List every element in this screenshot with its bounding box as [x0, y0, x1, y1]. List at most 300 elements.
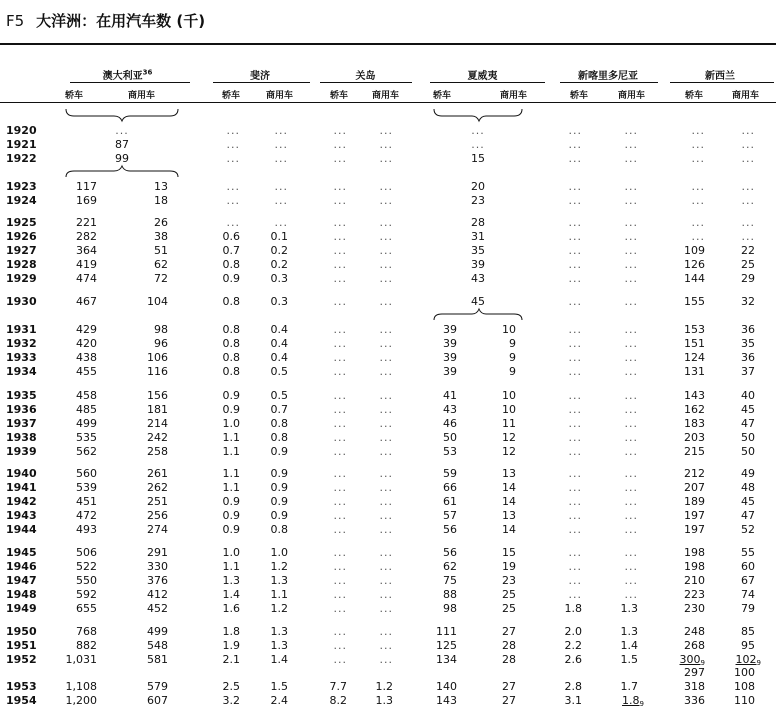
- cell-gu-c: ...: [379, 230, 393, 243]
- cell-nc-p: 2.6: [564, 653, 582, 666]
- cell-nz-c: 25: [741, 258, 755, 271]
- cell-fj-p: 2.5: [222, 680, 240, 693]
- cell-nz-c: 47: [741, 509, 755, 522]
- cell-nc-p: ...: [568, 445, 582, 458]
- cell-nc-p: ...: [568, 323, 582, 336]
- subheader-au-passenger: 轿车: [65, 91, 84, 101]
- cell-gu-p: ...: [333, 523, 347, 536]
- cell-gu-c: ...: [379, 323, 393, 336]
- cell-fj-c: 0.3: [270, 295, 288, 308]
- cell-nz-p: 248: [684, 625, 705, 638]
- subheader-nz-passenger: 轿车: [685, 91, 704, 101]
- cell-fj-c: 1.2: [270, 602, 288, 615]
- cell-nc-c: ...: [624, 389, 638, 402]
- cell-fj-p: 1.1: [222, 560, 240, 573]
- row-year: 1944: [6, 523, 37, 536]
- cell-hw-span: 15: [471, 152, 485, 165]
- cell-nz-c: 45: [741, 495, 755, 508]
- cell-hw-c: 14: [502, 481, 516, 494]
- cell-au-c: 106: [147, 351, 168, 364]
- row-year: 1952: [6, 653, 37, 666]
- cell-nz-p: 336: [684, 694, 705, 707]
- cell-nc-c: ...: [624, 258, 638, 271]
- cell-au-p: 169: [76, 194, 97, 207]
- cell-nc-p: ...: [568, 403, 582, 416]
- row-year: 1945: [6, 546, 37, 559]
- cell-gu-p: ...: [333, 509, 347, 522]
- cell-hw-c: 12: [502, 445, 516, 458]
- cell-au-c: 548: [147, 639, 168, 652]
- cell-nz-c: 110: [734, 694, 755, 707]
- cell-nz-p: 212: [684, 467, 705, 480]
- cell-gu-c: ...: [379, 509, 393, 522]
- cell-au-p: 506: [76, 546, 97, 559]
- cell-au-p: 550: [76, 574, 97, 587]
- cell-nc-p: ...: [568, 351, 582, 364]
- cell-fj-p: ...: [226, 180, 240, 193]
- cell-au-p: 429: [76, 323, 97, 336]
- cell-nc-p: 2.8: [564, 680, 582, 693]
- cell-nz-p: 203: [684, 431, 705, 444]
- cell-hw-p: 39: [443, 337, 457, 350]
- cell-nc-c: ...: [624, 365, 638, 378]
- cell-hw-p: 39: [443, 365, 457, 378]
- cell-nz-p: 151: [684, 337, 705, 350]
- cell-nz-c: ...: [741, 152, 755, 165]
- cell-nc-c: ...: [624, 295, 638, 308]
- cell-au-span: ...: [115, 124, 129, 137]
- cell-gu-c: ...: [379, 417, 393, 430]
- cell-fj-p: ...: [226, 194, 240, 207]
- cell-fj-c: 1.3: [270, 574, 288, 587]
- cell-nz-c: 40: [741, 389, 755, 402]
- cell-nc-c: 1.3: [620, 625, 638, 638]
- cell-hw-c: 14: [502, 523, 516, 536]
- cell-hw-span: 20: [471, 180, 485, 193]
- cell-fj-c: 2.4: [270, 694, 288, 707]
- cell-gu-c: ...: [379, 602, 393, 615]
- cell-hw-span: ...: [471, 138, 485, 151]
- cell-nz-c: 79: [741, 602, 755, 615]
- cell-gu-p: ...: [333, 124, 347, 137]
- cell-nz-c: 36: [741, 351, 755, 364]
- cell-gu-p: ...: [333, 258, 347, 271]
- cell-nz-p: 131: [684, 365, 705, 378]
- cell-nz-c: 36: [741, 323, 755, 336]
- cell-nc-c: ...: [624, 351, 638, 364]
- footnote-marker: 9: [700, 659, 705, 667]
- header-fiji: 斐济: [250, 71, 270, 82]
- cell-au-p: 882: [76, 639, 97, 652]
- cell-au-p: 768: [76, 625, 97, 638]
- cell-nz-c: 32: [741, 295, 755, 308]
- cell-hw-span: 28: [471, 216, 485, 229]
- cell-au-c: 62: [154, 258, 168, 271]
- cell-au-c: 18: [154, 194, 168, 207]
- cell-hw-c: 12: [502, 431, 516, 444]
- cell-hw-c: 14: [502, 495, 516, 508]
- cell-au-c: 412: [147, 588, 168, 601]
- subheader-fj-commercial: 商用车: [266, 91, 294, 101]
- cell-fj-c: ...: [274, 180, 288, 193]
- header-australia: 澳大利亚$^{36}$: [102, 68, 153, 82]
- cell-fj-c: ...: [274, 152, 288, 165]
- cell-au-c: 262: [147, 481, 168, 494]
- cell-fj-p: ...: [226, 152, 240, 165]
- cell-gu-c: ...: [379, 295, 393, 308]
- cell-fj-p: ...: [226, 216, 240, 229]
- row-year: 1947: [6, 574, 37, 587]
- cell-fj-p: 0.8: [222, 258, 240, 271]
- cell-nc-p: ...: [568, 560, 582, 573]
- cell-nc-p: 3.1: [564, 694, 582, 707]
- cell-au-c: 156: [147, 389, 168, 402]
- cell-gu-c: ...: [379, 124, 393, 137]
- row-year: 1931: [6, 323, 37, 336]
- cell-au-c: 72: [154, 272, 168, 285]
- cell-fj-p: ...: [226, 124, 240, 137]
- cell-au-p: 458: [76, 389, 97, 402]
- cell-gu-p: ...: [333, 639, 347, 652]
- cell-hw-p: 140: [436, 680, 457, 693]
- cell-nz-p: ...: [691, 230, 705, 243]
- cell-fj-c: 0.9: [270, 467, 288, 480]
- cell-gu-p: ...: [333, 138, 347, 151]
- row-year: 1951: [6, 639, 37, 652]
- cell-nc-p: ...: [568, 216, 582, 229]
- cell-gu-c: ...: [379, 258, 393, 271]
- cell-nz-p: 215: [684, 445, 705, 458]
- cell-fj-p: 0.8: [222, 337, 240, 350]
- cell-fj-p: 1.0: [222, 417, 240, 430]
- cell-au-p: 117: [76, 180, 97, 193]
- cell-nc-p: ...: [568, 481, 582, 494]
- cell-fj-p: 1.9: [222, 639, 240, 652]
- cell-gu-c: ...: [379, 403, 393, 416]
- cell-nc-p: ...: [568, 194, 582, 207]
- cell-nz-p: ...: [691, 194, 705, 207]
- cell-fj-p: 1.4: [222, 588, 240, 601]
- nz-passenger-value: 300: [679, 653, 701, 666]
- cell-gu-p: ...: [333, 365, 347, 378]
- cell-gu-p: ...: [333, 389, 347, 402]
- cell-au-c: 181: [147, 403, 168, 416]
- cell-gu-c: ...: [379, 560, 393, 573]
- cell-gu-c: ...: [379, 337, 393, 350]
- cell-au-c: 116: [147, 365, 168, 378]
- cell-fj-p: ...: [226, 138, 240, 151]
- cell-nc-c: 1.3: [620, 602, 638, 615]
- cell-nz-p: 210: [684, 574, 705, 587]
- cell-nz-c: 55: [741, 546, 755, 559]
- cell-gu-p: ...: [333, 495, 347, 508]
- cell-gu-p: ...: [333, 431, 347, 444]
- cell-nz-c: 29: [741, 272, 755, 285]
- cell-nz-c: 37: [741, 365, 755, 378]
- cell-nc-p: ...: [568, 389, 582, 402]
- cell-au-c: 242: [147, 431, 168, 444]
- cell-gu-p: ...: [333, 180, 347, 193]
- cell-hw-span: 23: [471, 194, 485, 207]
- cell-au-c: 51: [154, 244, 168, 257]
- cell-fj-p: 1.8: [222, 625, 240, 638]
- cell-nc-c: ...: [624, 403, 638, 416]
- cell-hw-p: 41: [443, 389, 457, 402]
- cell-au-span: 87: [115, 138, 129, 151]
- cell-au-p: 467: [76, 295, 97, 308]
- row-year: 1924: [6, 194, 37, 207]
- cell-nz-c: 74: [741, 588, 755, 601]
- cell-gu-c: 1.3: [375, 694, 393, 707]
- cell-gu-p: ...: [333, 588, 347, 601]
- footnote-marker: 9: [756, 659, 761, 667]
- cell-nc-p: ...: [568, 431, 582, 444]
- cell-nc-c: ...: [624, 574, 638, 587]
- cell-nz-c: 95: [741, 639, 755, 652]
- cell-nc-p: ...: [568, 180, 582, 193]
- cell-nc-p: ...: [568, 467, 582, 480]
- cell-nc-p: ...: [568, 523, 582, 536]
- row-year: 1923: [6, 180, 37, 193]
- cell-nc-p: ...: [568, 272, 582, 285]
- cell-au-c: 499: [147, 625, 168, 638]
- cell-nc-c: [584, 694, 644, 708]
- cell-hw-p: 39: [443, 351, 457, 364]
- row-year: 1954: [6, 694, 37, 707]
- cell-gu-p: ...: [333, 546, 347, 559]
- cell-gu-p: ...: [333, 445, 347, 458]
- cell-hw-c: 13: [502, 467, 516, 480]
- cell-nz-p: 230: [684, 602, 705, 615]
- cell-fj-p: 0.8: [222, 295, 240, 308]
- cell-nz-p: 162: [684, 403, 705, 416]
- cell-hw-c: 27: [502, 625, 516, 638]
- cell-hw-c: 10: [502, 389, 516, 402]
- cell-hw-c: 13: [502, 509, 516, 522]
- row-year: 1948: [6, 588, 37, 601]
- row-year: 1941: [6, 481, 37, 494]
- cell-nc-c: ...: [624, 560, 638, 573]
- row-year: 1939: [6, 445, 37, 458]
- cell-fj-c: 0.5: [270, 389, 288, 402]
- cell-fj-c: 0.7: [270, 403, 288, 416]
- cell-gu-c: ...: [379, 588, 393, 601]
- cell-hw-c: 23: [502, 574, 516, 587]
- cell-nz-c: ...: [741, 124, 755, 137]
- row-year: 1932: [6, 337, 37, 350]
- cell-nz-c: 85: [741, 625, 755, 638]
- cell-fj-c: 0.1: [270, 230, 288, 243]
- cell-fj-c: 0.9: [270, 509, 288, 522]
- cell-au-p: 592: [76, 588, 97, 601]
- row-year: 1936: [6, 403, 37, 416]
- cell-nz-p: 197: [684, 523, 705, 536]
- row-year: 1937: [6, 417, 37, 430]
- cell-au-p: 493: [76, 523, 97, 536]
- cell-gu-p: ...: [333, 574, 347, 587]
- cell-nc-c: ...: [624, 495, 638, 508]
- cell-nc-c: 1.4: [620, 639, 638, 652]
- table-title: 大洋洲：在用汽车数 (千): [36, 12, 206, 30]
- row-year: 1953: [6, 680, 37, 693]
- cell-nz-c: ...: [741, 180, 755, 193]
- cell-au-p: 438: [76, 351, 97, 364]
- cell-au-p: 562: [76, 445, 97, 458]
- row-year: 1943: [6, 509, 37, 522]
- subheader-gu-commercial: 商用车: [372, 91, 400, 101]
- cell-fj-c: 0.2: [270, 258, 288, 271]
- cell-nz-p: ...: [691, 124, 705, 137]
- cell-hw-span: 43: [471, 272, 485, 285]
- cell-fj-c: ...: [274, 194, 288, 207]
- cell-nz-p: 126: [684, 258, 705, 271]
- cell-fj-p: 0.8: [222, 351, 240, 364]
- cell-au-p: 419: [76, 258, 97, 271]
- cell-hw-c: 28: [502, 653, 516, 666]
- cell-nc-p: ...: [568, 365, 582, 378]
- cell-nc-c: ...: [624, 467, 638, 480]
- cell-nz-p: 153: [684, 323, 705, 336]
- cell-au-p: 485: [76, 403, 97, 416]
- cell-au-p: 1,108: [65, 680, 97, 693]
- row-year: 1935: [6, 389, 37, 402]
- cell-au-p: 221: [76, 216, 97, 229]
- cell-nz-p: [645, 653, 705, 667]
- cell-au-c: 376: [147, 574, 168, 587]
- cell-au-span: 99: [115, 152, 129, 165]
- cell-gu-p: ...: [333, 337, 347, 350]
- header-new-caledonia: 新喀里多尼亚: [578, 71, 638, 82]
- cell-au-c: 581: [147, 653, 168, 666]
- cell-hw-p: 143: [436, 694, 457, 707]
- cell-nc-c: ...: [624, 588, 638, 601]
- cell-fj-p: 0.9: [222, 495, 240, 508]
- cell-fj-p: 0.8: [222, 323, 240, 336]
- cell-fj-c: ...: [274, 138, 288, 151]
- cell-nc-c: ...: [624, 481, 638, 494]
- cell-fj-p: 1.3: [222, 574, 240, 587]
- cell-hw-p: 111: [436, 625, 457, 638]
- row-year: 1930: [6, 295, 37, 308]
- cell-nz-p: ...: [691, 216, 705, 229]
- cell-fj-p: 1.0: [222, 546, 240, 559]
- cell-nz-c: 50: [741, 445, 755, 458]
- cell-hw-c: 27: [502, 694, 516, 707]
- cell-nz-c: 47: [741, 417, 755, 430]
- cell-gu-c: ...: [379, 389, 393, 402]
- row-year: 1920: [6, 124, 37, 137]
- cell-au-c: 38: [154, 230, 168, 243]
- cell-nc-p: 2.2: [564, 639, 582, 652]
- row-year: 1942: [6, 495, 37, 508]
- row-year: 1949: [6, 602, 37, 615]
- cell-au-c: 291: [147, 546, 168, 559]
- cell-nz-p: 183: [684, 417, 705, 430]
- cell-fj-c: 1.5: [270, 680, 288, 693]
- cell-gu-c: ...: [379, 152, 393, 165]
- cell-nz-c: [701, 653, 761, 667]
- cell-au-c: 98: [154, 323, 168, 336]
- cell-nz-p: 109: [684, 244, 705, 257]
- cell-nz-p: 268: [684, 639, 705, 652]
- cell-nc-p: ...: [568, 417, 582, 430]
- row-year: 1921: [6, 138, 37, 151]
- cell-gu-p: ...: [333, 244, 347, 257]
- cell-nz-p: 198: [684, 560, 705, 573]
- cell-hw-c: 25: [502, 602, 516, 615]
- cell-gu-p: 7.7: [329, 680, 347, 693]
- cell-nz-p: 223: [684, 588, 705, 601]
- brace-hawaii-top: [434, 309, 522, 320]
- cell-fj-c: ...: [274, 216, 288, 229]
- cell-au-c: 26: [154, 216, 168, 229]
- cell-hw-p: 75: [443, 574, 457, 587]
- nz-commercial-value: 102: [735, 653, 757, 666]
- row-year: 1933: [6, 351, 37, 364]
- subheader-au-commercial: 商用车: [128, 91, 156, 101]
- cell-gu-c: 1.2: [375, 680, 393, 693]
- cell-gu-c: ...: [379, 365, 393, 378]
- cell-nc-c: ...: [624, 272, 638, 285]
- cell-gu-p: ...: [333, 602, 347, 615]
- cell-nc-c: ...: [624, 152, 638, 165]
- cell-au-p: 474: [76, 272, 97, 285]
- cell-nz-c: 45: [741, 403, 755, 416]
- row-year: 1922: [6, 152, 37, 165]
- cell-gu-c: ...: [379, 244, 393, 257]
- cell-nc-c: ...: [624, 523, 638, 536]
- header-new-zealand: 新西兰: [705, 71, 735, 82]
- cell-fj-c: 1.1: [270, 588, 288, 601]
- cell-gu-p: ...: [333, 653, 347, 666]
- cell-fj-p: 1.6: [222, 602, 240, 615]
- cell-hw-c: 10: [502, 403, 516, 416]
- cell-nc-p: ...: [568, 509, 582, 522]
- cell-hw-c: 19: [502, 560, 516, 573]
- cell-gu-c: ...: [379, 574, 393, 587]
- cell-gu-p: ...: [333, 230, 347, 243]
- cell-au-p: 499: [76, 417, 97, 430]
- cell-hw-span: 31: [471, 230, 485, 243]
- cell-gu-c: ...: [379, 431, 393, 444]
- cell-nz-p: 143: [684, 389, 705, 402]
- cell-nz-c: 22: [741, 244, 755, 257]
- cell-hw-p: 59: [443, 467, 457, 480]
- cell-hw-c: 25: [502, 588, 516, 601]
- subheader-nc-passenger: 轿车: [570, 91, 589, 101]
- cell-hw-p: 125: [436, 639, 457, 652]
- cell-nz-c: 50: [741, 431, 755, 444]
- cell-au-c: 214: [147, 417, 168, 430]
- cell-fj-c: 0.5: [270, 365, 288, 378]
- cell-gu-c: ...: [379, 445, 393, 458]
- cell-au-p: 655: [76, 602, 97, 615]
- cell-au-p: 1,200: [65, 694, 97, 707]
- cell-fj-p: 1.1: [222, 431, 240, 444]
- cell-nc-p: ...: [568, 588, 582, 601]
- cell-au-c: 330: [147, 560, 168, 573]
- cell-gu-p: ...: [333, 351, 347, 364]
- cell-au-c: 579: [147, 680, 168, 693]
- cell-gu-c: ...: [379, 180, 393, 193]
- header-hawaii: 夏威夷: [467, 71, 498, 82]
- cell-nc-c: ...: [624, 124, 638, 137]
- cell-nc-c: ...: [624, 417, 638, 430]
- cell-gu-p: ...: [333, 417, 347, 430]
- cell-au-p: 522: [76, 560, 97, 573]
- cell-gu-c: ...: [379, 351, 393, 364]
- cell-gu-c: ...: [379, 194, 393, 207]
